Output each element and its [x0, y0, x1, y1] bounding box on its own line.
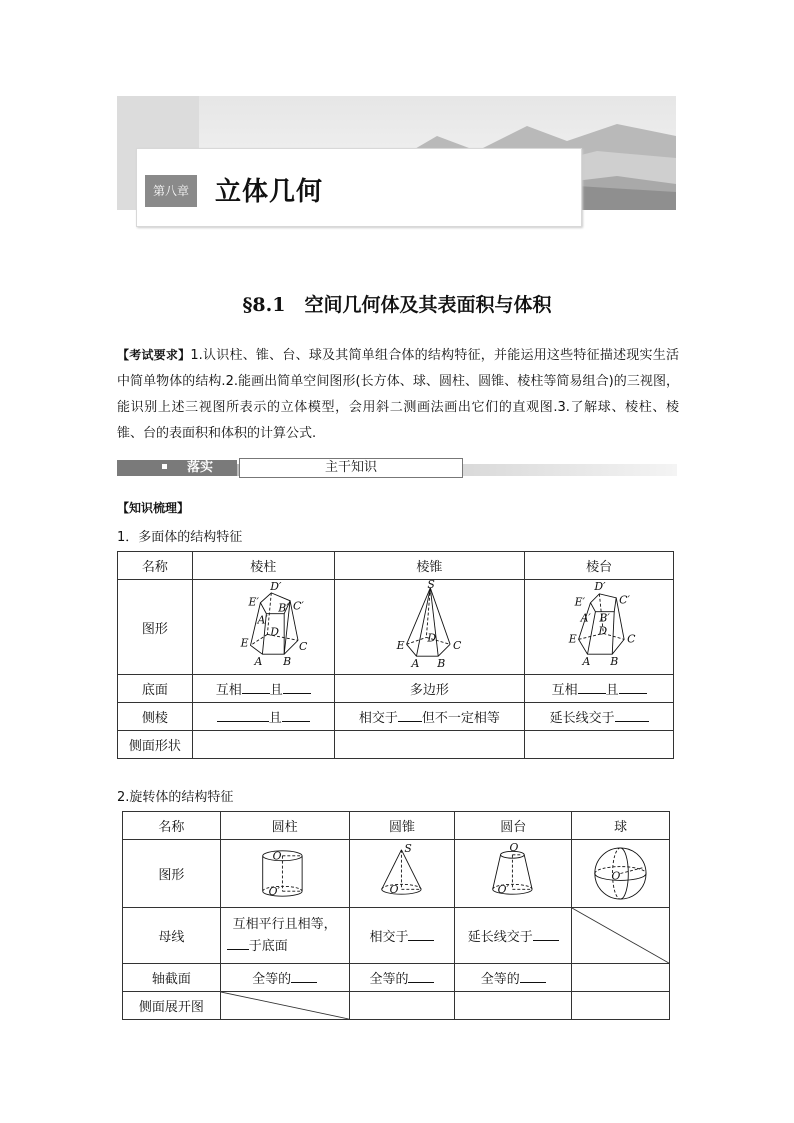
- header-cell: 棱柱: [192, 552, 334, 580]
- svg-text:B: B: [283, 655, 292, 669]
- bar-dark-label: [117, 460, 237, 476]
- frustum-base-cell: 互相 且: [525, 675, 674, 703]
- section-title: §8.1 空间几何体及其表面积与体积: [242, 294, 552, 316]
- exam-tag: 【考试要求】: [117, 348, 191, 362]
- rotation-heading: 2.旋转体的结构特征: [117, 790, 234, 805]
- chapter-title-box: [136, 148, 582, 227]
- empty-cell: [334, 731, 525, 759]
- polyhedra-table: [117, 551, 674, 759]
- frustum-gen-cell: 延长线交于: [455, 908, 572, 964]
- cone-axial-cell: 全等的: [349, 964, 455, 992]
- cone-gen-cell: 相交于: [349, 908, 455, 964]
- label-D-prime: D′: [270, 580, 282, 593]
- row-label: 侧面形状: [118, 731, 193, 759]
- prism-edge-cell: 且: [192, 703, 334, 731]
- frustum-figure: [525, 580, 674, 675]
- svg-text:B′: B′: [278, 601, 289, 615]
- svg-text:B: B: [610, 655, 619, 669]
- bar-dark-text: 落实: [187, 460, 214, 475]
- svg-text:D: D: [598, 624, 608, 638]
- svg-text:A: A: [582, 655, 591, 669]
- svg-text:E′: E′: [248, 595, 259, 609]
- empty-cell: [192, 731, 334, 759]
- svg-text:C: C: [627, 632, 636, 646]
- svg-text:B: B: [436, 657, 445, 671]
- header-cell: 棱台: [525, 552, 674, 580]
- cylinder-figure: [220, 840, 349, 908]
- pyramid-figure: [334, 580, 525, 675]
- prism-base-cell: 互相 且: [192, 675, 334, 703]
- row-label: 底面: [118, 675, 193, 703]
- svg-text:E′: E′: [574, 595, 586, 609]
- svg-text:O: O: [509, 840, 519, 854]
- frustum-edge-cell: 延长线交于: [525, 703, 674, 731]
- frustum-axial-cell: 全等的: [455, 964, 572, 992]
- svg-text:E: E: [396, 639, 405, 653]
- exam-requirements: [117, 342, 679, 447]
- svg-text:O′: O′: [497, 883, 510, 897]
- pyramid-edge-cell: 相交于 但不一定相等: [334, 703, 525, 731]
- header-cell: 圆锥: [349, 812, 455, 840]
- bar-label: 主干知识: [239, 458, 463, 478]
- polyhedra-heading: 1．多面体的结构特征: [117, 530, 243, 545]
- cone-frustum-figure: [455, 840, 572, 908]
- svg-text:C: C: [452, 639, 462, 653]
- cylinder-gen-cell: 互相平行且相等， 于底面: [220, 908, 349, 964]
- section-bar: [117, 458, 677, 480]
- pyramid-base-cell: 多边形: [334, 675, 525, 703]
- chapter-title: 立体几何: [215, 177, 324, 207]
- sphere-gen-cell-crossed: [572, 908, 670, 964]
- empty-cell: [572, 964, 670, 992]
- empty-cell: [572, 992, 670, 1020]
- header-cell: 球: [572, 812, 670, 840]
- row-label: 母线: [123, 908, 221, 964]
- svg-text:O: O: [611, 869, 621, 883]
- cylinder-axial-cell: 全等的: [220, 964, 349, 992]
- row-label: 图形: [118, 580, 193, 675]
- row-label: 图形: [123, 840, 221, 908]
- svg-text:S: S: [403, 841, 412, 855]
- prism-figure: [192, 580, 334, 675]
- svg-text:D′: D′: [594, 580, 606, 593]
- knowledge-tag: 【知识梳理】: [117, 501, 190, 515]
- header-cell: 圆台: [455, 812, 572, 840]
- svg-text:A: A: [411, 657, 419, 671]
- svg-text:S: S: [426, 580, 435, 591]
- svg-text:O: O: [272, 849, 282, 863]
- rotation-table: [122, 811, 670, 1020]
- row-label: 侧棱: [118, 703, 193, 731]
- cylinder-unfold-cell-crossed: [220, 992, 349, 1020]
- cone-figure: [349, 840, 455, 908]
- header-cell: 圆柱: [220, 812, 349, 840]
- header-cell: 棱锥: [334, 552, 525, 580]
- exam-text: 1.认识柱、锥、台、球及其简单组合体的结构特征，并能运用这些特征描述现实生活中简单物体的结构.2.能画出简单空间图形(长方体、球、圆柱、圆锥、棱柱等简易组合)的三视图，能识别上述三视图所表示的立体模型，会用斜二测画法画出它们的直观图.3.了解球、棱柱、棱锥、台的表面积和体积的计算公式.: [117, 348, 679, 441]
- row-label: 轴截面: [123, 964, 221, 992]
- header-cell: 名称: [123, 812, 221, 840]
- svg-text:E: E: [568, 632, 577, 646]
- svg-text:C′: C′: [292, 599, 304, 613]
- svg-text:E: E: [240, 636, 249, 650]
- svg-text:D: D: [426, 631, 436, 645]
- header-cell: 名称: [118, 552, 193, 580]
- empty-cell: [455, 992, 572, 1020]
- empty-cell: [525, 731, 674, 759]
- svg-text:C′: C′: [619, 593, 631, 607]
- row-label: 侧面展开图: [123, 992, 221, 1020]
- svg-text:C: C: [298, 640, 308, 654]
- svg-text:O: O: [389, 883, 399, 897]
- sphere-figure: [572, 840, 670, 908]
- svg-text:A′: A′: [257, 613, 268, 627]
- svg-text:B′: B′: [599, 611, 611, 625]
- svg-text:A: A: [254, 655, 263, 669]
- svg-text:O′: O′: [268, 885, 280, 899]
- chapter-label: 第八章: [145, 175, 197, 207]
- empty-cell: [349, 992, 455, 1020]
- svg-text:A′: A′: [580, 611, 592, 625]
- svg-text:D: D: [270, 625, 279, 639]
